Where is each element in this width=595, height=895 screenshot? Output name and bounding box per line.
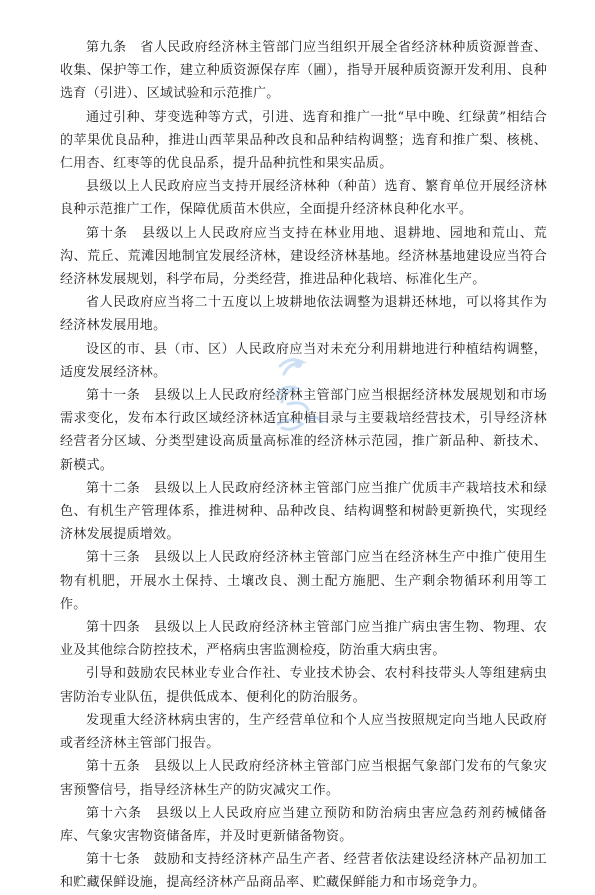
- paragraph-article-9: 第九条 省人民政府经济林主管部门应当组织开展全省经济林种质资源普查、收集、保护等工作，建立种质资源保存库（圃），指导开展种质资源开发利用、良种选育（引进）、区域试验和示范推广。: [60, 40, 547, 102]
- paragraph-slope-farmland: 省人民政府应当将二十五度以上坡耕地依法调整为退耕还林地，可以将其作为经济林发展用地。: [60, 295, 547, 334]
- paragraph-article-11: 第十一条 县级以上人民政府经济林主管部门应当根据经济林发展规划和市场需求变化，发布本行政区域经济林适宜种植目录与主要栽培经营技术，引导经济林经营者分区域、分类型建设高质量高标准的经济林示范园，推广新品种、新技术、新模式。: [60, 388, 547, 473]
- paragraph-article-10: 第十条 县级以上人民政府应当支持在林业用地、退耕地、园地和荒山、荒沟、荒丘、荒滩因地制宜发展经济林，建设经济林基地。经济林基地建设应当符合经济林发展规划，科学布局，分类经营，推进品种化栽培、标准化生产。: [60, 225, 547, 288]
- paragraph-article-15: 第十五条 县级以上人民政府经济林主管部门应当根据气象部门发布的气象灾害预警信号，指导经济林生产的防灾减灾工作。: [60, 759, 547, 798]
- paragraph-article-14: 第十四条 县级以上人民政府经济林主管部门应当推广病虫害生物、物理、农业及其他综合防控技术，严格病虫害监测检疫，防治重大病虫害。: [60, 620, 547, 659]
- paragraph-planting-structure: 设区的市、县（市、区）人民政府应当对未充分利用耕地进行种植结构调整，适度发展经济林。: [60, 341, 547, 380]
- paragraph-article-16: 第十六条 县级以上人民政府应当建立预防和防治病虫害应急药剂药械储备库、气象灾害物资储备库，并及时更新储备物资。: [60, 805, 547, 844]
- paragraph-seedling-breeding: 县级以上人民政府应当支持开展经济林种（种苗）选育、繁育单位开展经济林良种示范推广工作，保障优质苗木供应，全面提升经济林良种化水平。: [60, 179, 547, 218]
- paragraph-pest-control-teams: 引导和鼓励农民林业专业合作社、专业技术协会、农村科技带头人等组建病虫害防治专业队伍，提供低成本、便利化的防治服务。: [60, 666, 547, 705]
- paragraph-pest-reporting: 发现重大经济林病虫害的，生产经营单位和个人应当按照规定向当地人民政府或者经济林主管部门报告。: [60, 712, 547, 752]
- paragraph-article-12: 第十二条 县级以上人民政府经济林主管部门应当推广优质丰产栽培技术和绿色、有机生产管理体系，推进树种、品种改良、结构调整和树龄更新换代，实现经济林发展提质增效。: [60, 480, 547, 543]
- paragraph-article-13: 第十三条 县级以上人民政府经济林主管部门应当在经济林生产中推广使用生物有机肥，开展水土保持、土壤改良、测土配方施肥、生产剩余物循环利用等工作。: [60, 550, 547, 612]
- paragraph-article-17: 第十七条 鼓励和支持经济林产品生产者、经营者依法建设经济林产品初加工和贮藏保鲜设施，提高经济林产品商品率、贮藏保鲜能力和市场竞争力。: [60, 852, 547, 891]
- paragraph-apple-varieties: 通过引种、芽变选种等方式，引进、选育和推广一批“早中晚、红绿黄”相结合的苹果优良品种，推进山西苹果品种改良和品种结构调整；选育和推广梨、核桃、仁用杏、红枣等的优良品系，提升品种抗性和果实品质。: [60, 109, 547, 172]
